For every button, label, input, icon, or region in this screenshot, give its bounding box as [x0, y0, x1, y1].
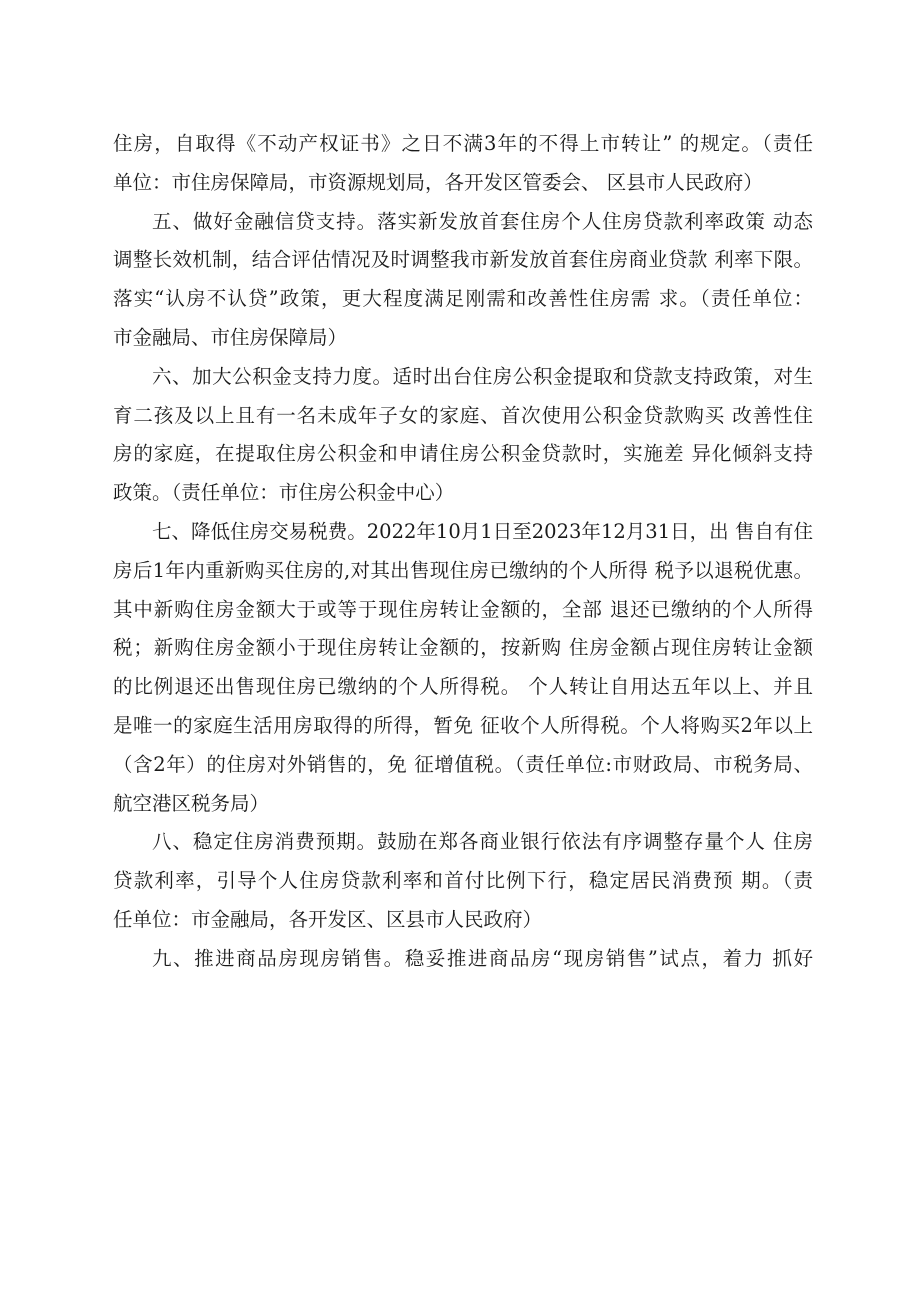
text-line: 八、稳定住房消费预期。鼓励在郑各商业银行依法有序调整存量个人 住房 [152, 830, 813, 854]
paragraph-continuation [113, 125, 813, 203]
text-line: 市金融局、市住房保障局） [113, 325, 348, 349]
text-line: 贷款利率，引导个人住房贷款利率和首付比例下行，稳定居民消费预 期。（责 [113, 869, 813, 893]
text-line: 育二孩及以上且有一名未成年子女的家庭、首次使用公积金贷款购买 改善性住 [113, 403, 813, 427]
paragraph-eight-consumption-expectation [113, 823, 813, 939]
text-line: 住房，自取得《不动产权证书》之日不满3年的不得上市转让” 的规定。（责任 [113, 132, 813, 155]
text-line: 房后1年内重新购买住房的,对其出售现住房已缴纳的个人所得 税予以退税优惠。 [113, 558, 813, 582]
paragraph-nine-completed-housing-sales [113, 940, 813, 979]
text-line: 房的家庭，在提取住房公积金和申请住房公积金贷款时，实施差 异化倾斜支持 [113, 442, 813, 466]
text-line: 任单位：市金融局，各开发区、区县市人民政府） [113, 907, 543, 931]
text-line: 调整长效机制，结合评估情况及时调整我市新发放首套住房商业贷款 利率下限。 [113, 248, 813, 272]
text-line: 七、降低住房交易税费。2022年10月1日至2023年12月31日，出 售自有住 [152, 519, 813, 543]
text-line: 六、加大公积金支持力度。适时出台住房公积金提取和贷款支持政策，对生 [152, 364, 813, 388]
text-line: 是唯一的家庭生活用房取得的所得，暂免 征收个人所得税。个人将购买2年以上 [113, 713, 813, 737]
text-line: （含2年）的住房对外销售的，免 征增值税。（责任单位:市财政局、市税务局、 [113, 752, 813, 776]
text-line: 其中新购住房金额大于或等于现住房转让金额的，全部 退还已缴纳的个人所得 [113, 597, 813, 621]
text-line: 九、推进商品房现房销售。稳妥推进商品房“现房销售”试点，着力 抓好 [152, 946, 813, 970]
text-line: 税；新购住房金额小于现住房转让金额的，按新购 住房金额占现住房转让金额 [113, 636, 813, 660]
text-line: 五、做好金融信贷支持。落实新发放首套住房个人住房贷款利率政策 动态 [152, 209, 813, 233]
document-body [113, 125, 813, 979]
paragraph-seven-transaction-tax [113, 513, 813, 823]
text-line: 航空港区税务局） [113, 791, 270, 815]
paragraph-six-provident-fund [113, 358, 813, 513]
paragraph-five-financial-credit [113, 203, 813, 358]
text-line: 落实“认房不认贷”政策，更大程度满足刚需和改善性住房需 求。（责任单位： [113, 287, 813, 311]
text-line: 的比例退还出售现住房已缴纳的个人所得税。 个人转让自用达五年以上、并且 [113, 675, 813, 699]
text-line: 单位：市住房保障局，市资源规划局，各开发区管委会、 区县市人民政府） [113, 170, 763, 194]
text-line: 政策。（责任单位：市住房公积金中心） [113, 481, 455, 505]
